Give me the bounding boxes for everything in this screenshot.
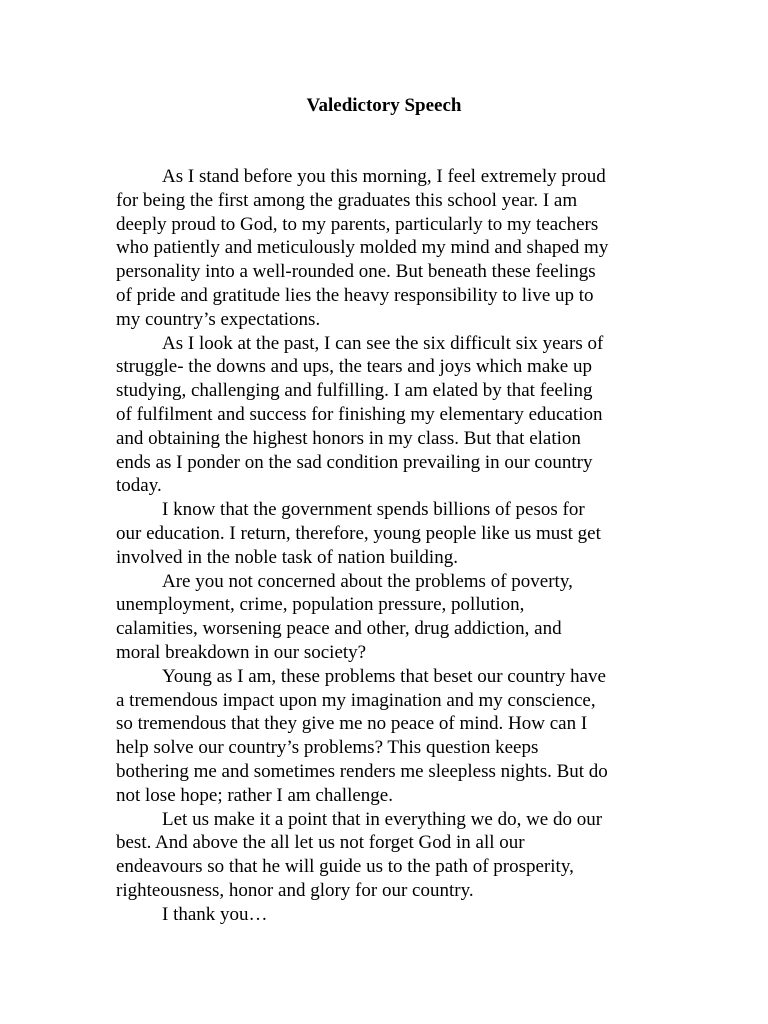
paragraph-4-line-3: calamities, worsening peace and other, drug addiction, and bbox=[116, 618, 562, 640]
paragraph-2-line-4: of fulfilment and success for finishing my elementary education bbox=[116, 403, 603, 425]
paragraph-5-line-3: so tremendous that they give me no peace of mind. How can I bbox=[116, 713, 588, 735]
paragraph-6-line-3: endeavours so that he will guide us to the path of prosperity, bbox=[116, 856, 574, 878]
document-title: Valedictory Speech bbox=[306, 95, 462, 116]
speech-body bbox=[116, 165, 656, 927]
closing-line: I thank you… bbox=[162, 903, 268, 925]
paragraph-6-line-2: best. And above the all let us not forget God in all our bbox=[116, 832, 525, 854]
paragraph-1-line-1: As I stand before you this morning, I feel extremely proud bbox=[162, 166, 606, 187]
paragraph-1-line-3: deeply proud to God, to my parents, particularly to my teachers bbox=[116, 213, 599, 235]
paragraph-6-line-1: Let us make it a point that in everything we do, we do our bbox=[162, 808, 603, 830]
paragraph-2-line-3: studying, challenging and fulfilling. I am elated by that feeling bbox=[116, 380, 593, 402]
paragraph-1-line-7: my country’s expectations. bbox=[116, 308, 321, 330]
paragraph-1-line-4: who patiently and meticulously molded my mind and shaped my bbox=[116, 237, 609, 259]
paragraph-6-line-4: righteousness, honor and glory for our country. bbox=[116, 879, 474, 901]
paragraph-1-line-5: personality into a well-rounded one. But beneath these feelings bbox=[116, 261, 596, 283]
paragraph-1-line-2: for being the first among the graduates this school year. I am bbox=[116, 189, 578, 211]
paragraph-5-line-1: Young as I am, these problems that beset our country have bbox=[162, 665, 606, 687]
paragraph-5-line-6: not lose hope; rather I am challenge. bbox=[116, 784, 393, 806]
paragraph-2-line-7: today. bbox=[116, 475, 162, 497]
paragraph-3-line-3: involved in the noble task of nation building. bbox=[116, 546, 458, 568]
paragraph-2-line-1: As I look at the past, I can see the six difficult six years of bbox=[162, 332, 604, 354]
paragraph-3-line-1: I know that the government spends billions of pesos for bbox=[162, 499, 585, 521]
paragraph-2-line-5: and obtaining the highest honors in my class. But that elation bbox=[116, 427, 581, 449]
paragraph-4-line-2: unemployment, crime, population pressure, pollution, bbox=[116, 594, 525, 616]
paragraph-4-line-4: moral breakdown in our society? bbox=[116, 641, 367, 663]
paragraph-3-line-2: our education. I return, therefore, young people like us must get bbox=[116, 522, 601, 544]
paragraph-2-line-6: ends as I ponder on the sad condition prevailing in our country bbox=[116, 451, 593, 473]
paragraph-2-line-2: struggle- the downs and ups, the tears and joys which make up bbox=[116, 356, 592, 378]
paragraph-5-line-4: help solve our country’s problems? This question keeps bbox=[116, 737, 539, 759]
paragraph-4-line-1: Are you not concerned about the problems of poverty, bbox=[162, 570, 573, 592]
paragraph-5-line-5: bothering me and sometimes renders me sleepless nights. But do bbox=[116, 760, 608, 782]
paragraph-5-line-2: a tremendous impact upon my imagination and my conscience, bbox=[116, 689, 596, 711]
paragraph-1-line-6: of pride and gratitude lies the heavy responsibility to live up to bbox=[116, 284, 594, 306]
